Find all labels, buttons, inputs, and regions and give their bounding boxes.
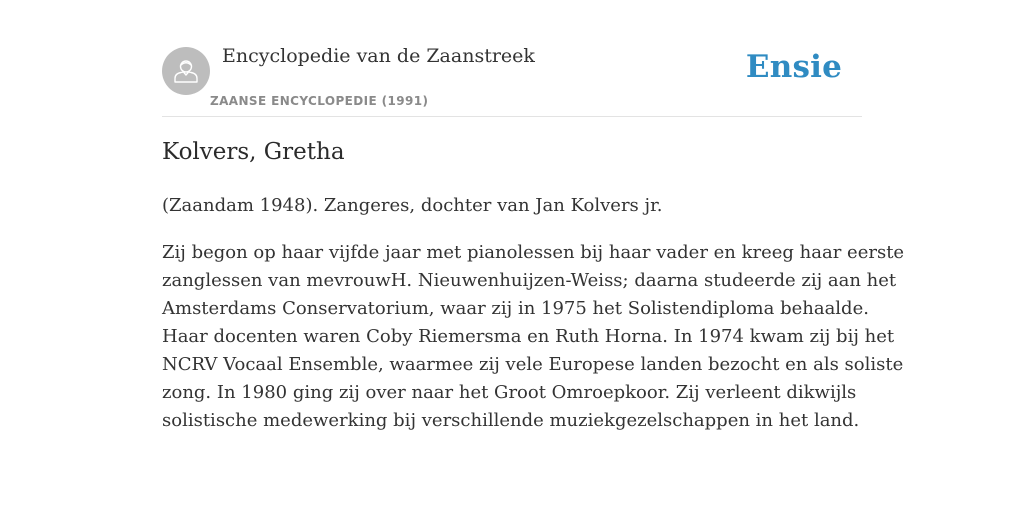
body-line: solistische medewerking bij verschillende muziekgezelschappen in het land. [162, 410, 860, 431]
ensie-logo[interactable]: Ensie [745, 49, 842, 85]
body-line: Haar docenten waren Coby Riemersma en Ruth Horna. In 1974 kwam zij bij het [162, 326, 895, 347]
user-placeholder-icon[interactable] [162, 47, 210, 95]
entry-intro: (Zaandam 1948). Zangeres, dochter van Jan Kolvers jr. [162, 195, 663, 216]
body-line: Amsterdams Conservatorium, waar zij in 1975 het Solistendiploma behaalde. [162, 298, 869, 319]
body-line: NCRV Vocaal Ensemble, waarmee zij vele Europese landen bezocht en als soliste [162, 354, 904, 375]
entry-body [162, 239, 905, 435]
source-title-link[interactable]: Encyclopedie van de Zaanstreek [222, 45, 535, 67]
body-line: Zij begon op haar vijfde jaar met pianolessen bij haar vader en kreeg haar eerste [162, 242, 905, 263]
body-line: zong. In 1980 ging zij over naar het Groot Omroepkoor. Zij verleent dikwijls [162, 382, 857, 403]
body-line: zanglessen van mevrouwH. Nieuwenhuijzen-Weiss; daarna studeerde zij aan het [162, 270, 897, 291]
source-subtitle: ZAANSE ENCYCLOPEDIE (1991) [210, 94, 429, 108]
source-header [162, 44, 862, 117]
entry-title: Kolvers, Gretha [162, 139, 345, 165]
